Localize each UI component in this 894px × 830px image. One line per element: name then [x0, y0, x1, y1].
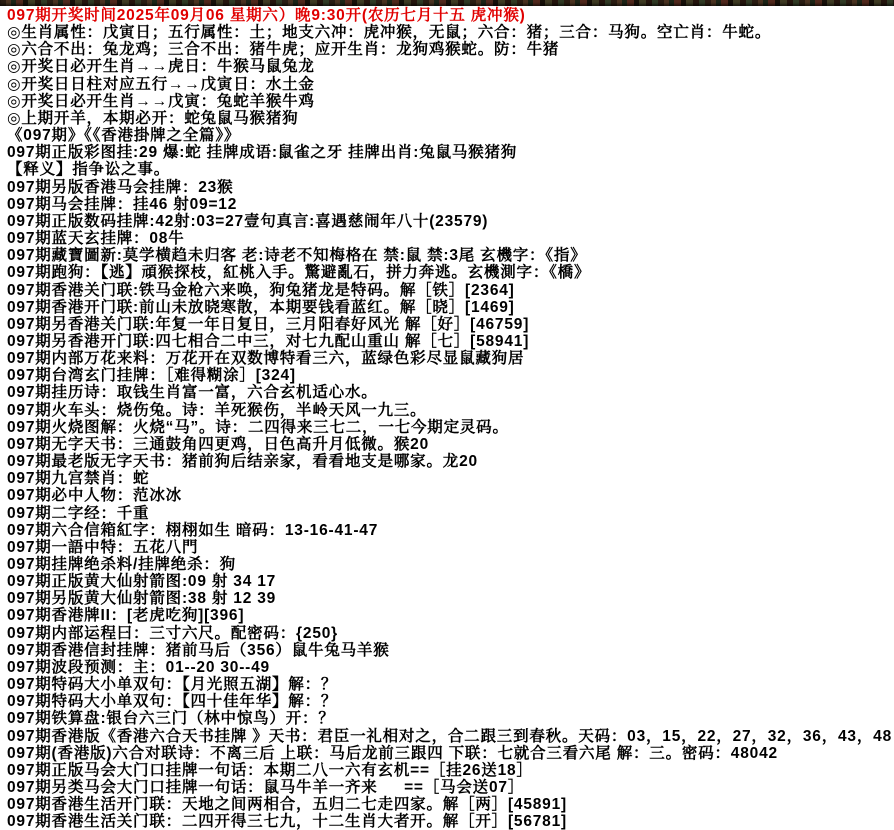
info-line: 097期香港生活关门联：二四开得三七九，十二生肖大者开。解［开］[56781]: [7, 813, 567, 830]
info-line: 097期另香港关门联:年复一年日复日，三月阳春好风光 解［好］[46759]: [7, 315, 530, 333]
content-area: [0, 6, 894, 830]
info-line: 097期内部万花来料：万花开在双数博特看三六，蓝绿色彩尽显鼠藏狗居: [7, 350, 525, 368]
info-line: 097期一語中特：五花八門: [7, 538, 199, 556]
info-line: 《097期》《《香港掛牌之全篇》》: [7, 127, 241, 145]
info-lines-list: [7, 24, 890, 830]
info-line: 097期(香港版)六合对联诗：不离三后 上联：马后龙前三跟四 下联：七就合三看六尾 解：三。密码：48042: [7, 744, 778, 762]
info-line: 097期铁算盘:银台六三门（林中惊鸟）开：？: [7, 710, 335, 728]
info-line: 【释义】指争讼之事。: [7, 161, 171, 179]
info-line: 097期六合信箱紅字：栩栩如生 暗码：13-16-41-47: [7, 521, 379, 539]
info-line: 097期火车头：烧伤兔。诗：羊死猴伤，半岭天风一九三。: [7, 401, 427, 419]
info-line: 097期另类马会大门口挂牌一句话：鼠马牛羊一齐来 ==［马会送07］: [7, 779, 525, 797]
info-line: 097期九宫禁肖：蛇: [7, 470, 150, 488]
info-line: 097期正版数码挂牌:42射:03=27壹句真言:喜遇慈闹年八十(23579): [7, 212, 489, 230]
info-line: 097期另版香港马会挂牌：23猴: [7, 178, 234, 196]
info-line: 097期波段预测：主：01--20 30--49: [7, 658, 270, 676]
info-line: ◎生肖属性：戊寅日；五行属性：土；地支六冲：虎冲猴，无鼠；六合：猪；三合：马狗。空亡肖：牛蛇。: [7, 24, 772, 42]
info-line: 097期跑狗：【逃】頑猴探枝，紅桃入手。驚避亂石，拼力奔逃。玄機測字：《橋》: [7, 264, 591, 282]
info-line: ◎开奖日日柱对应五行→→戊寅日：水土金: [7, 75, 315, 93]
info-line: 097期最老版无字天书：猪前狗后结亲家，看看地支是哪家。龙20: [7, 453, 478, 471]
info-line: 097期另版黄大仙射箭图:38 射 12 39: [7, 590, 277, 608]
info-line: 097期无字天书：三通鼓角四更鸡，日色高升月低微。猴20: [7, 435, 430, 453]
info-line: 097期挂历诗：取钱生肖富一富，六合玄机适心水。: [7, 384, 378, 402]
info-line: 097期另香港开门联:四七相合二中三，对七九配山重山 解［七］[58941]: [7, 332, 530, 350]
draw-time-header-line: 097期开奖时间2025年09月06 星期六）晚9:30开(农历七月十五 虎冲猴): [7, 7, 526, 24]
info-line: 097期藏寶圖新:莫学横趋未归客 老:诗老不知梅格在 禁:鼠 禁:3尾 玄機字：《指》: [7, 247, 587, 265]
info-line: 097期香港版《香港六合天书挂牌 》天书：君臣一礼相对之，合二跟三到春秋。天码：03，15，22，27，32，36，43，48: [7, 727, 892, 745]
info-line: 097期正版彩图挂:29 爆:蛇 挂牌成语:鼠雀之牙 挂牌出肖:兔鼠马猴猪狗: [7, 144, 518, 162]
info-line: 097期蓝天玄挂牌：08牛: [7, 230, 185, 248]
info-line: 097期正版马会大门口挂牌一句话：本期二八一六有玄机==［挂26送18］: [7, 761, 533, 779]
info-line: 097期香港关门联:铁马金枪六来唤，狗兔猪龙是特码。解［铁］[2364]: [7, 281, 515, 299]
info-line: ◎开奖日必开生肖→→虎日：牛猴马鼠兔龙: [7, 58, 315, 76]
info-line: ◎上期开羊，本期必开：蛇兔鼠马猴猪狗: [7, 109, 299, 127]
info-line: ◎开奖日必开生肖→→戊寅：兔蛇羊猴牛鸡: [7, 92, 315, 110]
info-line: ◎六合不出：兔龙鸡；三合不出：猪牛虎；应开生肖：龙狗鸡猴蛇。防：牛猪: [7, 41, 560, 59]
info-line: 097期香港开门联:前山未放晓寒散，本期要钱看蓝红。解［晓］[1469]: [7, 298, 515, 316]
info-line: 097期挂牌绝杀料/挂牌绝杀：狗: [7, 556, 236, 573]
info-line: 097期香港生活开门联：天地之间两相合，五归二七走四家。解［两］[45891]: [7, 796, 567, 814]
info-line: 097期必中人物：范冰冰: [7, 487, 182, 505]
info-line: 097期火烧图解：火烧“马”。诗：二四得来三七二，一七今期定灵码。: [7, 418, 509, 436]
info-line: 097期特码大小单双句：【月光照五湖】解：？: [7, 676, 338, 694]
info-line: 097期二字经：千重: [7, 504, 150, 522]
info-line: 097期香港信封挂牌：猪前马后（356）鼠牛兔马羊猴: [7, 641, 390, 659]
info-line: 097期内部运程曰：三寸六尺。配密码：{250}: [7, 624, 338, 642]
info-line: 097期特码大小单双句：【四十佳年华】解：？: [7, 693, 338, 711]
info-line: 097期正版黄大仙射箭图:09 射 34 17: [7, 573, 277, 591]
info-line: 097期香港牌II：[老虎吃狗][396]: [7, 607, 245, 625]
info-line: 097期台湾玄门挂牌：［难得糊涂］[324]: [7, 367, 296, 385]
info-line: 097期马会挂牌：挂46 射09=12: [7, 195, 238, 213]
